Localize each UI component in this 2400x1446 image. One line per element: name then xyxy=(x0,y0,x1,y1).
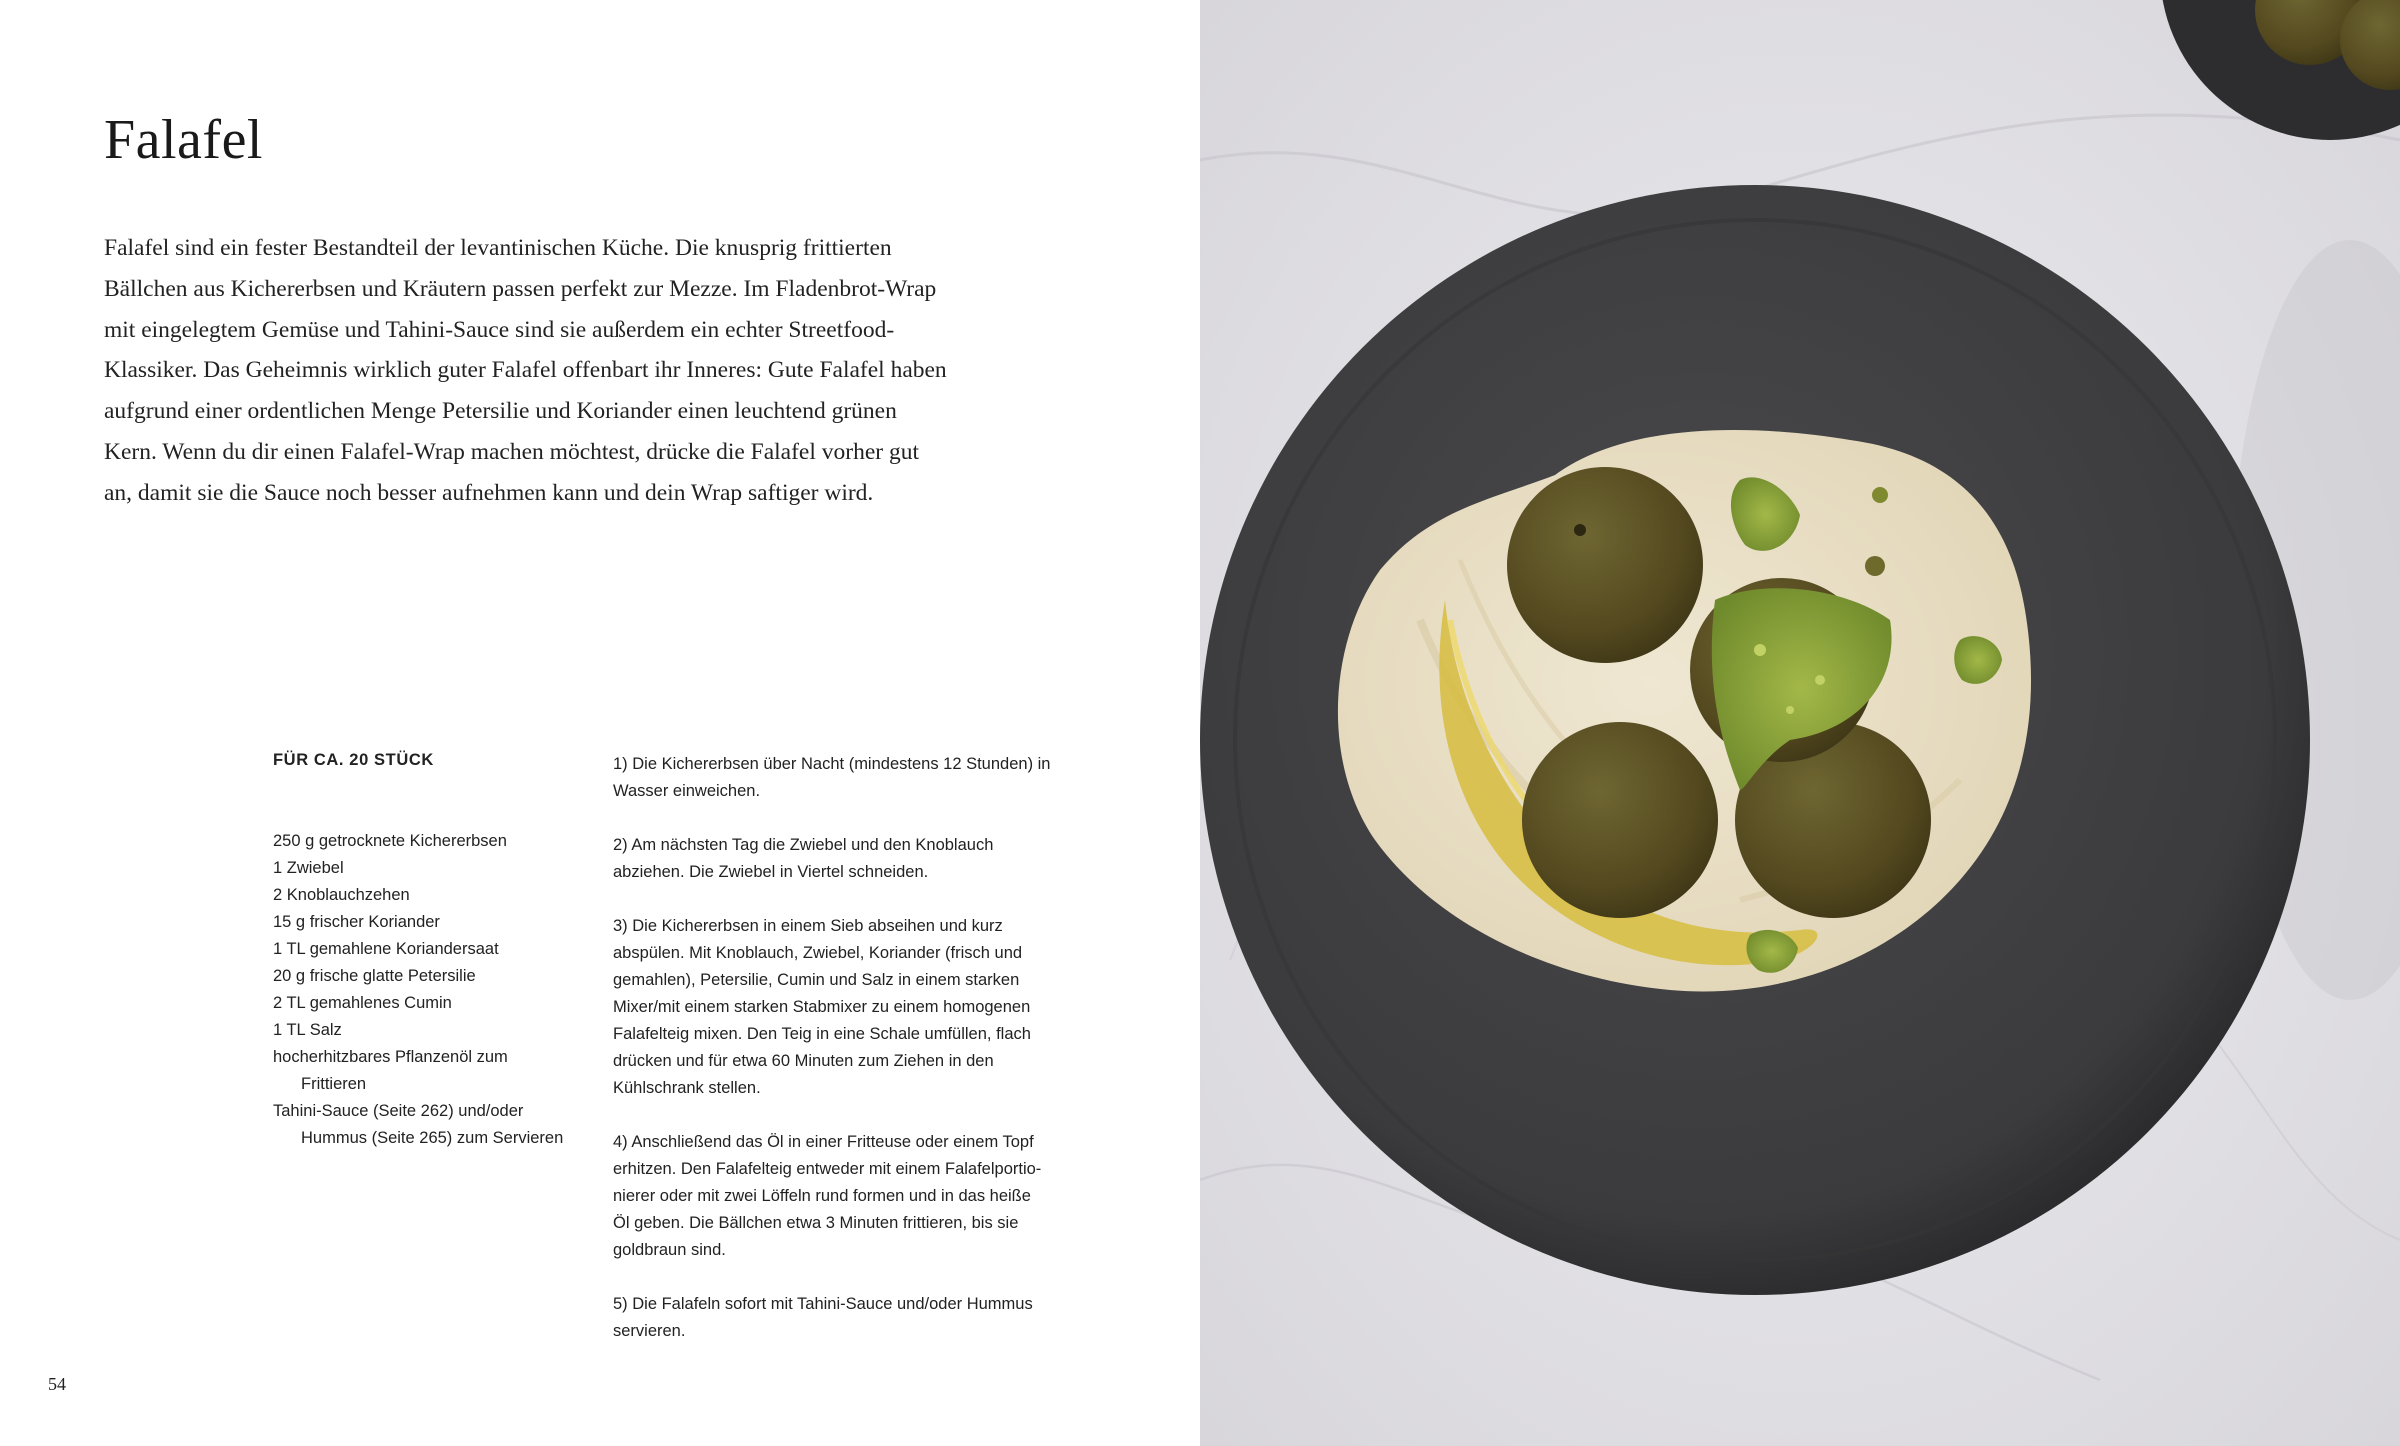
intro-line: aufgrund einer ordentlichen Menge Petersilie und Koriander einen leuchtend grünen xyxy=(104,398,897,425)
instruction-text: abspülen. Mit Knoblauch, Zwiebel, Koriander (frisch und xyxy=(613,944,1023,962)
instruction-text: 3) Die Kichererbsen in einem Sieb abseihen und kurz xyxy=(613,917,1003,935)
intro-line: Bällchen aus Kichererbsen und Kräutern passen perfekt zur Mezze. Im Fladenbrot-Wrap xyxy=(104,275,937,302)
ingredient-text: 2 TL gemahlenes Cumin xyxy=(273,994,452,1012)
ingredient-list xyxy=(273,828,593,1152)
instruction-text: Kühlschrank stellen. xyxy=(613,1079,761,1097)
instruction-text: goldbraun sind. xyxy=(613,1241,726,1259)
ingredient-item xyxy=(273,990,593,1017)
falafel-ball-bottom-left xyxy=(1522,722,1718,918)
instruction-step xyxy=(613,1129,1103,1264)
ingredient-text: 2 Knoblauchzehen xyxy=(273,886,410,904)
ingredient-item xyxy=(273,855,593,882)
instruction-text: gemahlen), Petersilie, Cumin und Salz in einem starken xyxy=(613,971,1020,989)
ingredient-item xyxy=(273,909,593,936)
instruction-text: 1) Die Kichererbsen über Nacht (mindestens 12 Stunden) in xyxy=(613,755,1051,773)
ingredient-item xyxy=(273,1044,593,1098)
instruction-text: drücken und für etwa 60 Minuten zum Ziehen in den xyxy=(613,1052,994,1070)
intro-line: Falafel sind ein fester Bestandteil der levantinischen Küche. Die knusprig frittierten xyxy=(104,235,892,261)
falafel-photo xyxy=(1200,0,2400,1446)
instruction-text: Öl geben. Die Bällchen etwa 3 Minuten frittieren, bis sie xyxy=(613,1214,1019,1232)
ingredient-text: 1 TL Salz xyxy=(273,1021,342,1039)
instruction-text: servieren. xyxy=(613,1322,686,1340)
instruction-step xyxy=(613,832,1103,886)
instruction-step xyxy=(613,1291,1103,1345)
instruction-text: Mixer/mit einem starken Stabmixer zu einem homogenen xyxy=(613,998,1031,1016)
recipe-title: Falafel xyxy=(104,109,263,171)
ingredient-item xyxy=(273,882,593,909)
recipe-yield: FÜR CA. 20 STÜCK xyxy=(273,751,434,769)
instruction-step xyxy=(613,913,1103,1102)
ingredient-text: 250 g getrocknete Kichererbsen xyxy=(273,832,507,850)
ingredient-text: 1 Zwiebel xyxy=(273,859,344,877)
page-number: 54 xyxy=(48,1374,66,1394)
ingredient-text: 20 g frische glatte Petersilie xyxy=(273,967,476,985)
ingredient-text: 1 TL gemahlene Koriandersaat xyxy=(273,940,499,958)
ingredient-item xyxy=(273,1098,593,1152)
ingredient-item xyxy=(273,828,593,855)
ingredient-item xyxy=(273,963,593,990)
recipe-intro xyxy=(104,228,1004,514)
intro-line: Kern. Wenn du dir einen Falafel-Wrap machen möchtest, drücke die Falafel vorher gut xyxy=(104,438,920,465)
instruction-step xyxy=(613,751,1103,805)
falafel-ball-top xyxy=(1507,467,1703,663)
ingredient-text: Tahini-Sauce (Seite 262) und/oder xyxy=(273,1102,524,1120)
instruction-text: erhitzen. Den Falafelteig entweder mit einem Falafelportio- xyxy=(613,1160,1042,1178)
instruction-steps xyxy=(613,751,1103,1372)
ingredient-item xyxy=(273,936,593,963)
ingredient-text: Hummus (Seite 265) zum Servieren xyxy=(301,1129,564,1147)
instruction-text: Wasser einweichen. xyxy=(613,782,761,800)
ingredient-text: Frittieren xyxy=(301,1075,367,1093)
intro-line: mit eingelegtem Gemüse und Tahini-Sauce sind sie außerdem ein echter Streetfood- xyxy=(104,316,895,343)
intro-line: Klassiker. Das Geheimnis wirklich guter Falafel offenbart ihr Inneres: Gute Falafel haben xyxy=(104,357,947,384)
instruction-text: 4) Anschließend das Öl in einer Fritteuse oder einem Topf xyxy=(613,1133,1034,1151)
intro-line: an, damit sie die Sauce noch besser aufnehmen kann und dein Wrap saftiger wird. xyxy=(104,479,874,506)
ingredient-item xyxy=(273,1017,593,1044)
ingredient-text: hocherhitzbares Pflanzenöl zum xyxy=(273,1048,508,1066)
instruction-text: 2) Am nächsten Tag die Zwiebel und den Knoblauch xyxy=(613,836,994,854)
instruction-text: nierer oder mit zwei Löffeln rund formen und in das heiße xyxy=(613,1187,1031,1205)
instruction-text: 5) Die Falafeln sofort mit Tahini-Sauce und/oder Hummus xyxy=(613,1295,1033,1313)
ingredient-text: 15 g frischer Koriander xyxy=(273,913,440,931)
instruction-text: Falafelteig mixen. Den Teig in eine Schale umfüllen, flach xyxy=(613,1025,1031,1043)
instruction-text: abziehen. Die Zwiebel in Viertel schneiden. xyxy=(613,863,929,881)
